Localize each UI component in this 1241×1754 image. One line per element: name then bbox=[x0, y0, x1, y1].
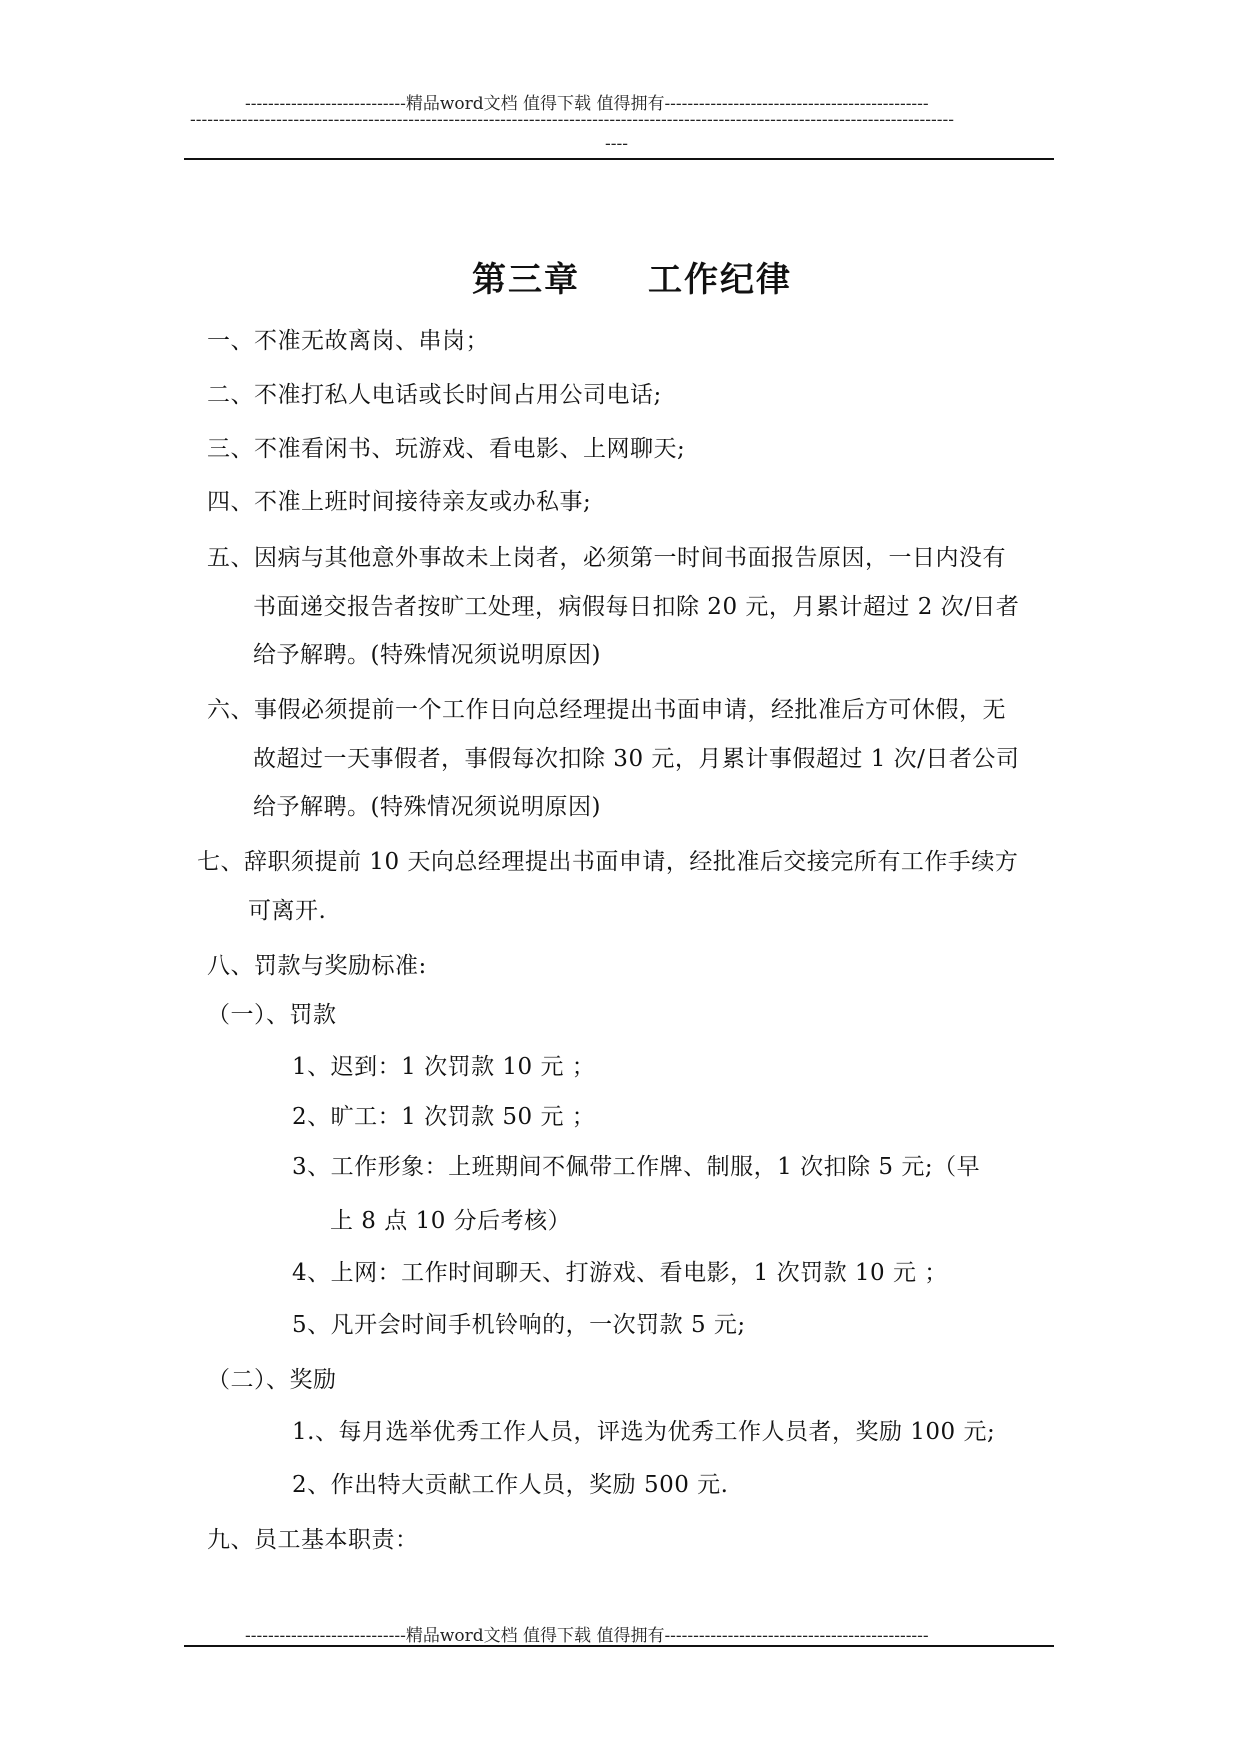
list-item: 1.、每月选举优秀工作人员，评选为优秀工作人员者，奖励 100 元; bbox=[292, 1419, 996, 1445]
chapter-title bbox=[472, 252, 792, 301]
list-item: 九、员工基本职责： bbox=[207, 1527, 419, 1553]
list-item: 三、不准看闲书、玩游戏、看电影、上网聊天; bbox=[207, 436, 686, 462]
list-item: 四、不准上班时间接待亲友或办私事; bbox=[207, 489, 592, 515]
list-item: 3、工作形象：上班期间不佩带工作牌、制服，1 次扣除 5 元;（早 bbox=[292, 1154, 981, 1180]
footer-line-1: ----------------------------精品word文档 值得下载 值得拥有---------------------------------------------- bbox=[245, 1626, 929, 1646]
list-item: 一、不准无故离岗、串岗； bbox=[207, 328, 489, 354]
list-item: 书面递交报告者按旷工处理，病假每日扣除 20 元，月累计超过 2 次/日者 bbox=[253, 594, 1020, 620]
header-line-1: ----------------------------精品word文档 值得下载 值得拥有---------------------------------------------- bbox=[245, 94, 929, 114]
chapter-name: 工作纪律 bbox=[648, 260, 792, 300]
list-item: 五、因病与其他意外事故未上岗者，必须第一时间书面报告原因，一日内没有 bbox=[207, 545, 1006, 571]
list-item: 故超过一天事假者，事假每次扣除 30 元，月累计事假超过 1 次/日者公司 bbox=[253, 746, 1020, 772]
header-line-3: ---- bbox=[605, 134, 628, 154]
list-item: 八、罚款与奖励标准: bbox=[207, 953, 427, 979]
list-item: 2、旷工：1 次罚款 50 元 ； bbox=[292, 1104, 596, 1130]
list-item: 给予解聘。(特殊情况须说明原因) bbox=[253, 794, 601, 820]
header-line-2: ------------------------------------------------------------------------------------------------------------------------------------- bbox=[190, 110, 954, 130]
footer-rule bbox=[184, 1645, 1054, 1647]
list-item: 可离开. bbox=[248, 898, 327, 924]
list-item: 二、不准打私人电话或长时间占用公司电话; bbox=[207, 382, 662, 408]
list-item: （一）、罚款 bbox=[207, 1002, 337, 1028]
list-item: 六、事假必须提前一个工作日向总经理提出书面申请，经批准后方可休假，无 bbox=[207, 697, 1006, 723]
list-item: （二）、奖励 bbox=[207, 1367, 337, 1393]
list-item: 5、凡开会时间手机铃响的，一次罚款 5 元; bbox=[292, 1312, 746, 1338]
header-rule bbox=[184, 158, 1054, 160]
list-item: 2、作出特大贡献工作人员，奖励 500 元. bbox=[292, 1472, 729, 1498]
list-item: 1、迟到：1 次罚款 10 元 ； bbox=[292, 1054, 596, 1080]
chapter-number: 第三章 bbox=[472, 260, 580, 300]
list-item: 上 8 点 10 分后考核） bbox=[330, 1208, 572, 1234]
list-item: 给予解聘。(特殊情况须说明原因) bbox=[253, 642, 601, 668]
list-item: 七、辞职须提前 10 天向总经理提出书面申请，经批准后交接完所有工作手续方 bbox=[197, 849, 1019, 875]
list-item: 4、上网：工作时间聊天、打游戏、看电影，1 次罚款 10 元 ； bbox=[292, 1260, 948, 1286]
